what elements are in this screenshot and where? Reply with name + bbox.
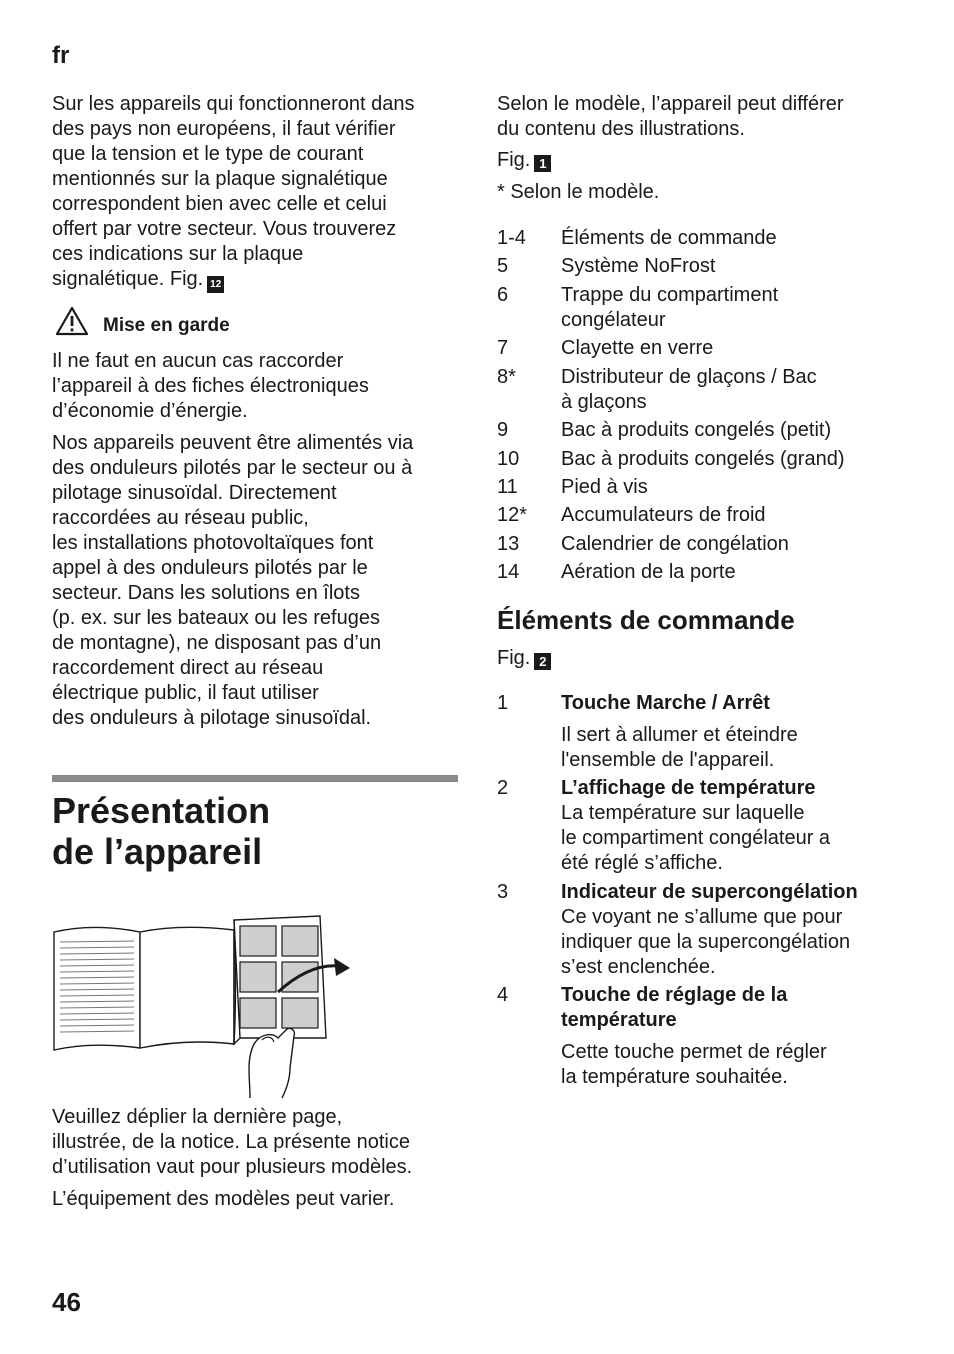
text-line: de montagne), ne disposant pas d’un bbox=[52, 632, 382, 654]
text-line: (p. ex. sur les bateaux ou les refuges bbox=[52, 607, 380, 629]
text-line: Distributeur de glaçons / Bac bbox=[561, 366, 817, 388]
text-line: La température sur laquelle bbox=[561, 802, 805, 824]
text-line: Éléments de commande bbox=[561, 227, 777, 249]
text-line: été réglé s’affiche. bbox=[561, 852, 723, 874]
item-number: 11 bbox=[497, 476, 518, 498]
text-line: indiquer que la supercongélation bbox=[561, 931, 851, 953]
intro-paragraph bbox=[52, 92, 414, 293]
text-line: pilotage sinusoïdal. Directement bbox=[52, 482, 337, 504]
item-number: 7 bbox=[497, 337, 509, 359]
text-line: Ce voyant ne s’allume que pour bbox=[561, 906, 843, 928]
item-text bbox=[561, 226, 777, 251]
item-number: 8* bbox=[497, 366, 516, 388]
figure-2-line bbox=[497, 646, 551, 671]
title-line: Présentation bbox=[52, 790, 271, 831]
text-line: que la tension et le type de courant bbox=[52, 143, 364, 165]
item-number: 6 bbox=[497, 284, 509, 306]
item-number: 1-4 bbox=[497, 227, 526, 249]
control-title: Indicateur de supercongélation bbox=[561, 881, 858, 903]
item-text bbox=[561, 254, 715, 279]
item-number: 12* bbox=[497, 504, 528, 526]
section-divider bbox=[52, 775, 458, 782]
text-line: Système NoFrost bbox=[561, 255, 716, 277]
text-line: raccordées au réseau public, bbox=[52, 507, 309, 529]
item-number: 3 bbox=[497, 881, 509, 903]
item-number: 10 bbox=[497, 448, 520, 470]
language-code: fr bbox=[52, 42, 70, 69]
text-line: Bac à produits congelés (grand) bbox=[561, 448, 845, 470]
item-number: 5 bbox=[497, 255, 509, 277]
text-line: Aération de la porte bbox=[561, 561, 736, 583]
text-line: Pied à vis bbox=[561, 476, 648, 498]
item-number: 2 bbox=[497, 777, 509, 799]
unfold-booklet-illustration bbox=[50, 908, 355, 1100]
text-line: Calendrier de congélation bbox=[561, 533, 789, 555]
text-line: à glaçons bbox=[561, 391, 647, 413]
text-line: mentionnés sur la plaque signalétique bbox=[52, 168, 388, 190]
section-title bbox=[52, 790, 270, 872]
item-text bbox=[561, 880, 858, 980]
text-line: d’économie d’énergie. bbox=[52, 400, 248, 422]
text-line: l'ensemble de l'appareil. bbox=[561, 749, 775, 771]
control-title: Touche Marche / Arrêt bbox=[561, 692, 770, 714]
text-line: les installations photovoltaïques font bbox=[52, 532, 374, 554]
text-line: appel à des onduleurs pilotés par le bbox=[52, 557, 368, 579]
warning-paragraph bbox=[52, 349, 369, 424]
item-text bbox=[561, 447, 845, 472]
text-line: correspondent bien avec celle et celui bbox=[52, 193, 387, 215]
item-text bbox=[561, 418, 831, 443]
title-line: de l’appareil bbox=[52, 831, 263, 872]
item-text bbox=[561, 503, 766, 528]
text-line: congélateur bbox=[561, 309, 666, 331]
text-line: des pays non européens, il faut vérifier bbox=[52, 118, 396, 140]
text-line: des onduleurs à pilotage sinusoïdal. bbox=[52, 707, 372, 729]
item-number: 13 bbox=[497, 533, 520, 555]
fig-label: Fig. bbox=[497, 149, 531, 171]
control-title: température bbox=[561, 1009, 677, 1031]
unfold-paragraph bbox=[52, 1105, 412, 1180]
text-line: l’appareil à des fiches électroniques bbox=[52, 375, 369, 397]
text-line bbox=[52, 267, 414, 293]
item-text bbox=[561, 776, 830, 876]
control-title: Touche de réglage de la bbox=[561, 984, 788, 1006]
item-number: 1 bbox=[497, 692, 509, 714]
text-line: le compartiment congélateur a bbox=[561, 827, 831, 849]
text-line: Trappe du compartiment bbox=[561, 284, 779, 306]
inverter-paragraph bbox=[52, 431, 413, 731]
text-line: Cette touche permet de régler bbox=[561, 1041, 827, 1063]
fig-label: Fig. bbox=[497, 647, 531, 669]
text-line: Veuillez déplier la dernière page, bbox=[52, 1106, 343, 1128]
figure-reference-12: 12 bbox=[207, 276, 224, 293]
model-paragraph bbox=[497, 92, 844, 142]
control-title: L’affichage de température bbox=[561, 777, 816, 799]
item-text bbox=[561, 532, 789, 557]
warning-title: Mise en garde bbox=[103, 315, 230, 336]
text-line: raccordement direct au réseau bbox=[52, 657, 324, 679]
controls-heading: Éléments de commande bbox=[497, 605, 795, 635]
text-line: Bac à produits congelés (petit) bbox=[561, 419, 832, 441]
item-text bbox=[561, 283, 778, 333]
text-line: ces indications sur la plaque bbox=[52, 243, 304, 265]
text-line: électrique public, il faut utiliser bbox=[52, 682, 319, 704]
figure-reference-2: 2 bbox=[534, 653, 551, 670]
model-footnote: * Selon le modèle. bbox=[497, 181, 660, 203]
item-text bbox=[561, 560, 736, 585]
text-line: du contenu des illustrations. bbox=[497, 118, 745, 140]
item-text bbox=[561, 365, 817, 415]
item-text bbox=[561, 475, 648, 500]
text-line: secteur. Dans les solutions en îlots bbox=[52, 582, 360, 604]
page-number: 46 bbox=[52, 1287, 81, 1317]
text-line: Selon le modèle, l’appareil peut différer bbox=[497, 93, 844, 115]
text-line: Il sert à allumer et éteindre bbox=[561, 724, 798, 746]
text-line: illustrée, de la notice. La présente notice bbox=[52, 1131, 410, 1153]
item-text bbox=[561, 336, 713, 361]
text-line: Clayette en verre bbox=[561, 337, 714, 359]
equipment-note: L’équipement des modèles peut varier. bbox=[52, 1188, 395, 1210]
item-number: 4 bbox=[497, 984, 509, 1006]
warning-icon bbox=[55, 306, 89, 336]
text-line: Sur les appareils qui fonctionneront dans bbox=[52, 93, 415, 115]
text-line: Nos appareils peuvent être alimentés via bbox=[52, 432, 414, 454]
text-line: d’utilisation vaut pour plusieurs modèles. bbox=[52, 1156, 413, 1178]
figure-reference-1: 1 bbox=[534, 155, 551, 172]
text-line: des onduleurs pilotés par le secteur ou à bbox=[52, 457, 413, 479]
text-line: offert par votre secteur. Vous trouverez bbox=[52, 218, 397, 240]
item-text bbox=[561, 691, 798, 773]
text-fragment: signalétique. Fig. bbox=[52, 268, 204, 290]
text-line: Accumulateurs de froid bbox=[561, 504, 766, 526]
item-number: 9 bbox=[497, 419, 509, 441]
item-number: 14 bbox=[497, 561, 520, 583]
text-line: s’est enclenchée. bbox=[561, 956, 716, 978]
text-line: la température souhaitée. bbox=[561, 1066, 788, 1088]
figure-1-line bbox=[497, 148, 551, 173]
text-line: Il ne faut en aucun cas raccorder bbox=[52, 350, 344, 372]
item-text bbox=[561, 983, 827, 1090]
